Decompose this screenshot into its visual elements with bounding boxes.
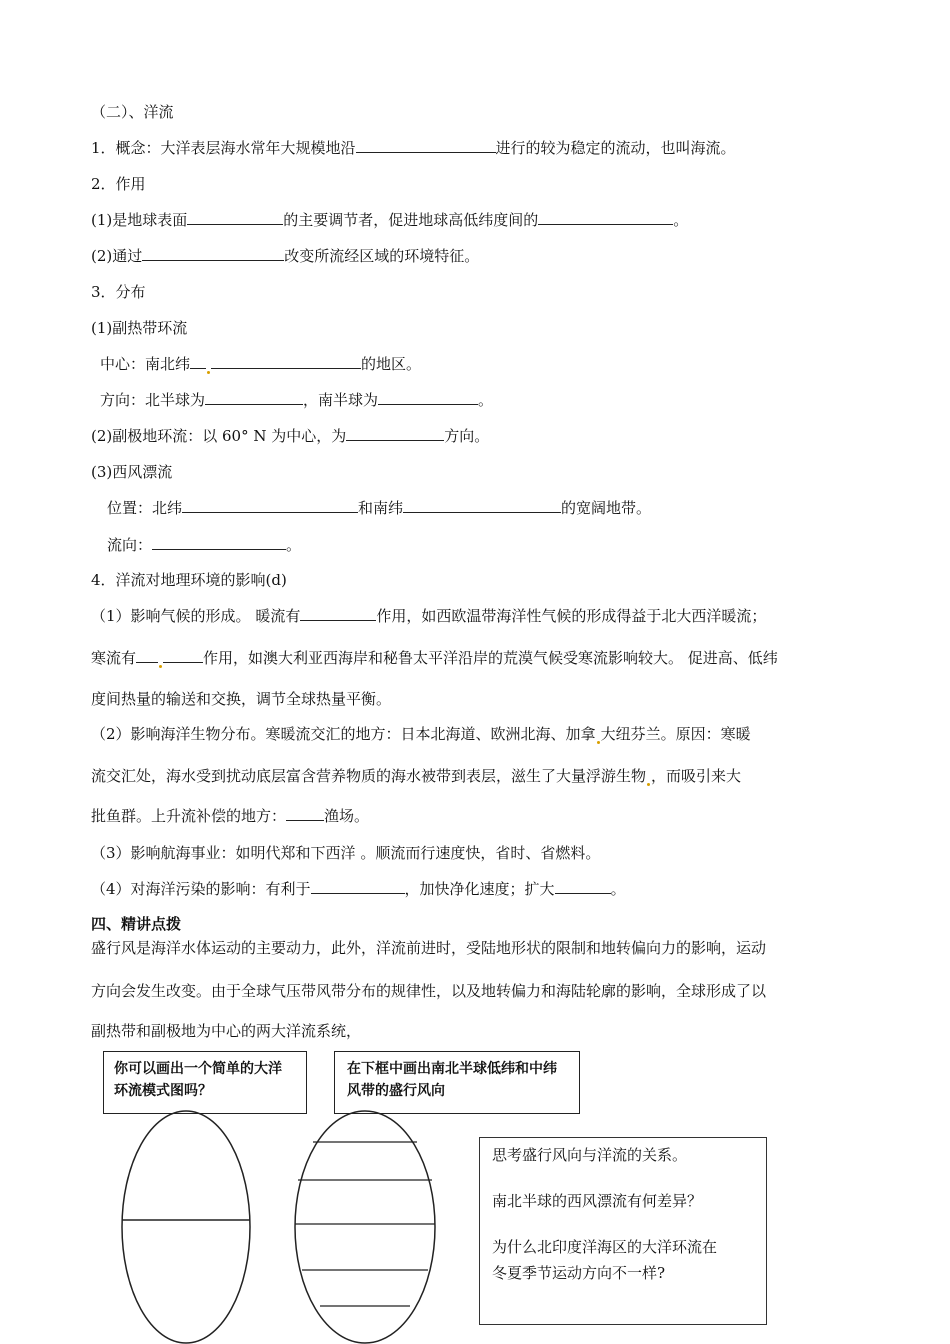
- think-questions-box: [479, 1137, 767, 1325]
- navigation-line: （3）影响航海事业：如明代郑和下西洋 。顺流而行速度快，省时、省燃料。: [91, 844, 601, 862]
- paragraph-line-3: 副热带和副极地为中心的两大洋流系统，: [91, 1022, 362, 1040]
- position-text-c: 的宽阔地带。: [561, 499, 652, 517]
- think-question-2: 南北半球的西风漂流有何差异？: [492, 1192, 703, 1210]
- impact-heading: 4．洋流对地理环境的影响(d): [91, 571, 287, 589]
- ellipse-right-diagram[interactable]: [295, 1111, 435, 1343]
- ellipse-left-outline: [122, 1111, 250, 1343]
- pollution-text-b: ，加快净化速度；扩大: [404, 880, 555, 898]
- role1-text-a: (1)是地球表面: [91, 211, 188, 229]
- ellipse-left-diagram[interactable]: [122, 1111, 250, 1343]
- think-question-4: 冬夏季节运动方向不一样?: [492, 1264, 666, 1282]
- role2-text-b: 改变所流经区域的环境特征。: [284, 247, 480, 265]
- subpolar-text-b: 方向。: [444, 427, 490, 445]
- box2-line1: 在下框中画出南北半球低纬和中纬: [347, 1061, 557, 1077]
- direction-text-b: ，南半球为: [303, 391, 379, 409]
- center-text-b: 的地区。: [361, 355, 422, 373]
- pollution-text-a: （4）对海洋污染的影响：有利于: [91, 880, 311, 898]
- climate-line-3: 度间热量的输送和交换，调节全球热量平衡。: [91, 690, 392, 708]
- role1-text-b: 的主要调节者，促进地球高低纬度间的: [283, 211, 539, 229]
- bio2-text-b: ，而吸引来大: [651, 767, 742, 785]
- think-question-3: 为什么北印度洋海区的大洋环流在: [492, 1238, 718, 1256]
- bio2-text-a: 流交汇处，海水受到扰动底层富含营养物质的海水被带到表层，滋生了大量浮游生物: [91, 767, 647, 785]
- direction-text-a: 方向：北半球为: [100, 391, 206, 409]
- pollution-text-c: 。: [610, 880, 626, 898]
- climate1-text-b: 作用，如西欧温带海洋性气候的形成得益于北大西洋暖流；: [376, 607, 767, 625]
- climate2-text-b: 作用，如澳大利亚西海岸和秘鲁太平洋沿岸的荒漠气候受寒流影响较大。 促进高、低纬: [203, 649, 778, 667]
- concept-text-b: 进行的较为稳定的流动，也叫海流。: [495, 139, 736, 157]
- bio3-text-b: 渔场。: [324, 807, 370, 825]
- box1-line1: 你可以画出一个简单的大洋: [114, 1061, 282, 1077]
- role2-text-a: (2)通过: [91, 247, 143, 265]
- section4-heading: 四、精讲点拨: [91, 915, 182, 933]
- box2-line2: 风带的盛行风向: [347, 1083, 445, 1099]
- paragraph-line-1: 盛行风是海洋水体运动的主要动力，此外，洋流前进时，受陆地形状的限制和地转偏向力的影响，运动: [91, 939, 767, 957]
- role1-text-c: 。: [673, 211, 689, 229]
- subpolar-text-a: (2)副极地环流：以 60° N 为中心，为: [91, 427, 347, 445]
- climate1-text-a: （1）影响气候的形成。 暖流有: [91, 607, 301, 625]
- paragraph-line-2: 方向会发生改变。由于全球气压带风带分布的规律性，以及地转偏力和海陆轮廓的影响，全球形成了以: [91, 982, 767, 1000]
- position-text-a: 位置：北纬: [107, 499, 183, 517]
- direction-text-c: 。: [478, 391, 494, 409]
- westerly-heading: (3)西风漂流: [91, 463, 173, 481]
- climate2-text-a: 寒流有: [91, 649, 137, 667]
- concept-text-a: 1．概念：大洋表层海水常年大规模地沿: [91, 139, 356, 157]
- bio3-text-a: 批鱼群。上升流补偿的地方：: [91, 807, 287, 825]
- flow-text-b: 。: [286, 536, 302, 554]
- section-heading-ocean-currents: （二）、洋流: [91, 103, 174, 121]
- bio1-text-b: 大纽芬兰。原因：寒暖: [600, 725, 751, 743]
- ellipse-right-outline: [295, 1111, 435, 1343]
- distribution-heading: 3．分布: [91, 283, 146, 301]
- center-text-a: 中心：南北纬: [100, 355, 191, 373]
- think-question-1: 思考盛行风向与洋流的关系。: [492, 1146, 688, 1164]
- position-text-b: 和南纬: [358, 499, 404, 517]
- box1-line2: 环流模式图吗？: [114, 1083, 212, 1099]
- bio1-text-a: （2）影响海洋生物分布。寒暖流交汇的地方：日本北海道、欧洲北海、加拿: [91, 725, 596, 743]
- subtropical-heading: (1)副热带环流: [91, 319, 188, 337]
- flow-text-a: 流向：: [107, 536, 153, 554]
- role-heading: 2．作用: [91, 175, 146, 193]
